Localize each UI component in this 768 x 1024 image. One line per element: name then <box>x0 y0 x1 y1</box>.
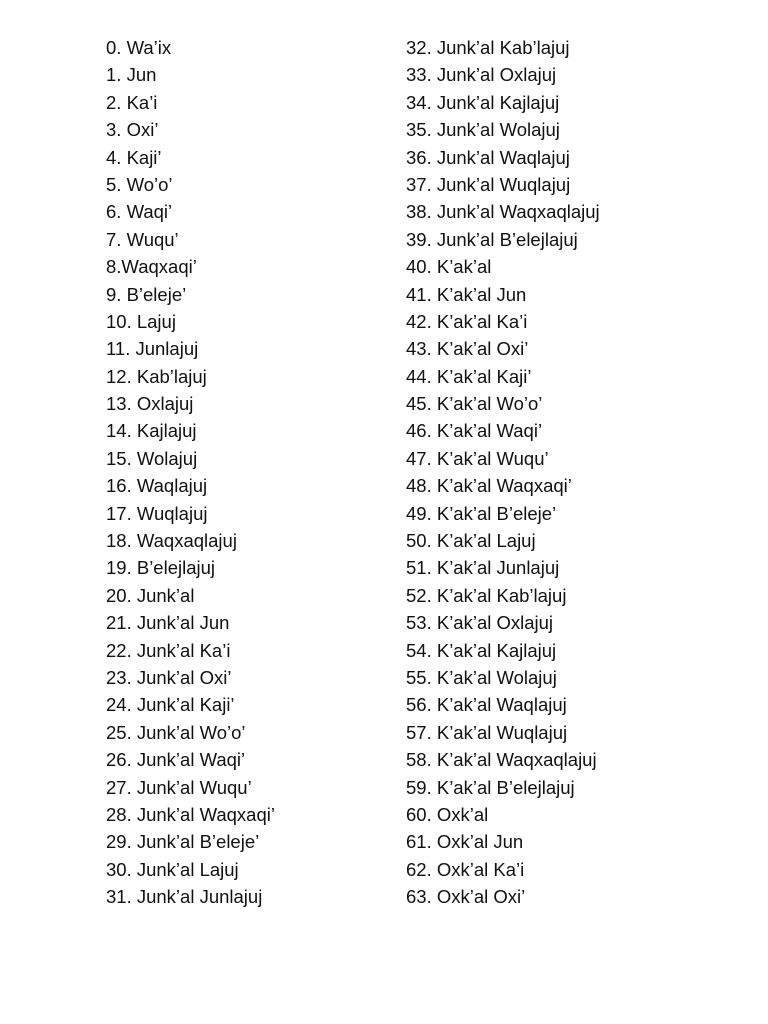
list-item: 11. Junlajuj <box>106 338 199 360</box>
list-item: 55. K’ak’al Wolajuj <box>406 666 557 688</box>
list-item: 35. Junk’al Wolajuj <box>406 119 560 141</box>
list-item: 24. Junk’al Kaji’ <box>106 694 235 716</box>
list-item: 3. Oxi’ <box>106 119 159 141</box>
list-item: 60. Oxk’al <box>406 803 489 825</box>
list-item: 41. K’ak’al Jun <box>406 283 527 305</box>
list-item: 56. K’ak’al Waqlajuj <box>406 694 567 716</box>
list-item: 0. Wa’ix <box>106 37 172 58</box>
list-item: 31. Junk’al Junlajuj <box>106 886 263 908</box>
list-item: 57. K’ak’al Wuqlajuj <box>406 721 568 743</box>
number-list-right <box>406 34 746 911</box>
list-item: 15. Wolajuj <box>106 447 198 469</box>
list-item: 54. K’ak’al Kajlajuj <box>406 639 557 661</box>
list-item: 53. K’ak’al Oxlajuj <box>406 612 554 634</box>
list-item: 33. Junk’al Oxlajuj <box>406 64 557 86</box>
list-item: 10. Lajuj <box>106 310 176 332</box>
list-item: 62. Oxk’al Ka’i <box>406 858 525 880</box>
list-item: 17. Wuqlajuj <box>106 502 208 524</box>
list-item: 27. Junk’al Wuqu’ <box>106 776 252 798</box>
list-item: 4. Kaji’ <box>106 146 162 168</box>
list-item: 5. Wo’o’ <box>106 173 173 195</box>
list-item: 50. K’ak’al Lajuj <box>406 530 536 552</box>
list-item: 45. K’ak’al Wo’o’ <box>406 393 543 415</box>
list-item: 61. Oxk’al Jun <box>406 831 524 853</box>
list-item: 46. K’ak’al Waqi’ <box>406 420 543 442</box>
list-item: 38. Junk’al Waqxaqlajuj <box>406 201 600 223</box>
list-item: 28. Junk’al Waqxaqi’ <box>106 803 275 825</box>
list-item: 25. Junk’al Wo’o’ <box>106 721 246 743</box>
list-item: 48. K’ak’al Waqxaqi’ <box>406 475 572 497</box>
list-item: 49. K’ak’al B’eleje’ <box>406 502 557 524</box>
list-item: 32. Junk’al Kab’lajuj <box>406 37 570 58</box>
list-item: 13. Oxlajuj <box>106 393 194 415</box>
list-item: 59. K’ak’al B’elejlajuj <box>406 776 575 798</box>
list-item: 42. K’ak’al Ka’i <box>406 310 528 332</box>
list-item: 36. Junk’al Waqlajuj <box>406 146 570 168</box>
list-item: 6. Waqi’ <box>106 201 173 223</box>
list-item: 26. Junk’al Waqi’ <box>106 749 246 771</box>
list-item: 51. K’ak’al Junlajuj <box>406 557 560 579</box>
list-item: 18. Waqxaqlajuj <box>106 530 237 552</box>
list-item: 20. Junk’al <box>106 584 195 606</box>
list-item: 16. Waqlajuj <box>106 475 208 497</box>
list-item: 23. Junk’al Oxi’ <box>106 666 232 688</box>
list-item: 2. Ka’i <box>106 91 158 113</box>
list-item: 8.Waqxaqi’ <box>106 256 197 278</box>
list-item: 21. Junk’al Jun <box>106 612 230 634</box>
list-item: 37. Junk’al Wuqlajuj <box>406 173 571 195</box>
list-item: 63. Oxk’al Oxi’ <box>406 886 526 908</box>
list-item: 58. K’ak’al Waqxaqlajuj <box>406 749 597 771</box>
list-item: 7. Wuqu’ <box>106 228 179 250</box>
list-item: 12. Kab’lajuj <box>106 365 207 387</box>
list-item: 1. Jun <box>106 64 157 86</box>
number-list-left <box>106 34 386 911</box>
list-item: 44. K’ak’al Kaji’ <box>406 365 532 387</box>
list-item: 39. Junk’al B’elejlajuj <box>406 228 578 250</box>
list-item: 29. Junk’al B’eleje’ <box>106 831 260 853</box>
list-item: 22. Junk’al Ka’i <box>106 639 231 661</box>
list-item: 47. K’ak’al Wuqu’ <box>406 447 549 469</box>
list-item: 34. Junk’al Kajlajuj <box>406 91 560 113</box>
list-item: 40. K’ak’al <box>406 256 492 278</box>
list-item: 19. B’elejlajuj <box>106 557 216 579</box>
list-item: 9. B’eleje’ <box>106 283 187 305</box>
list-item: 52. K’ak’al Kab’lajuj <box>406 584 567 606</box>
list-item: 43. K’ak’al Oxi’ <box>406 338 529 360</box>
list-item: 14. Kajlajuj <box>106 420 197 442</box>
list-item: 30. Junk’al Lajuj <box>106 858 239 880</box>
